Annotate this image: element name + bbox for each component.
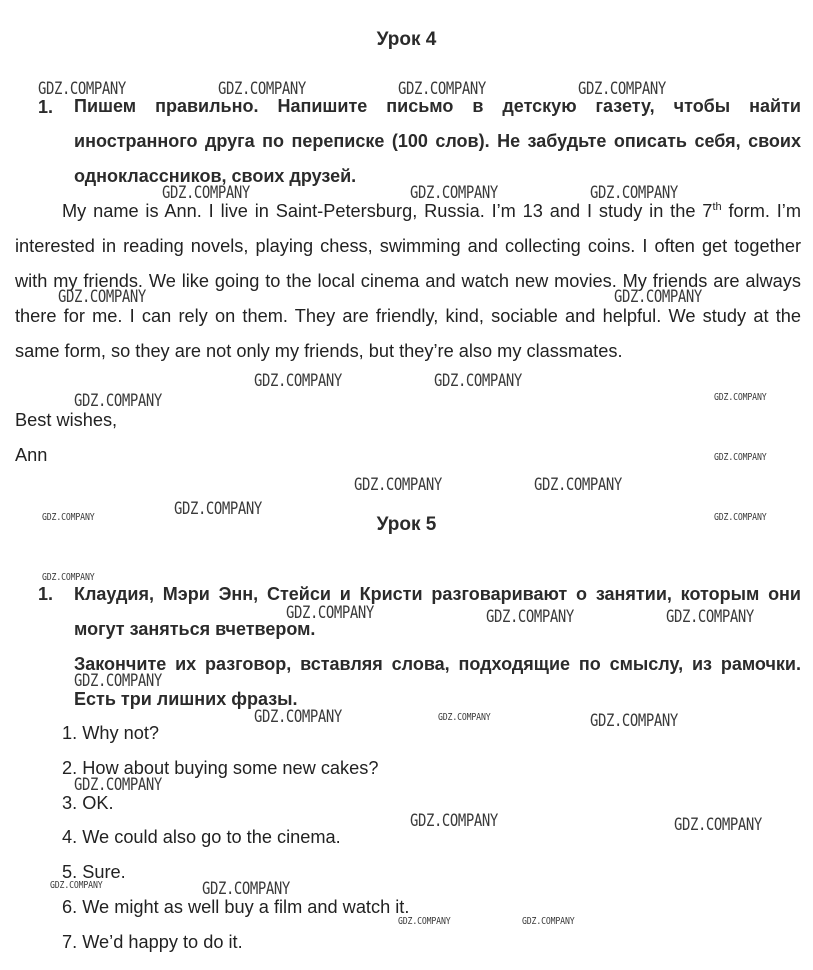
lesson-5-task-text: Клаудия, Мэри Энн, Стейси и Кристи разговаривают о занятии, которым они могут заняться вчетвером.	[74, 584, 801, 639]
lesson-4-title: Урок 4	[376, 29, 437, 50]
watermark: GDZ.COMPANY	[522, 916, 575, 927]
option-item: 2. How about buying some new cakes?	[62, 758, 379, 778]
letter-text-part2: form. I’m interested in reading novels, playing chess, swimming and collecting coins. I often get together with my friends. We like going to the local cinema and watch new movies. My friends are always there for me. I can rely on them. They are friendly, kind, sociable and helpful. We study at the same form, so they are not only my friends, but they’re also my classmates.	[15, 201, 801, 361]
lesson-5-title: Урок 5	[376, 514, 437, 535]
watermark: GDZ.COMPANY	[614, 287, 702, 307]
watermark: GDZ.COMPANY	[254, 707, 342, 727]
letter-closing: Best wishes,	[15, 410, 118, 430]
option-item: 5. Sure.	[62, 862, 126, 882]
lesson-4-task-text: Пишем правильно. Напишите письмо в детскую газету, чтобы найти иностранного друга по переписке (100 слов). Не забудьте описать себя, своих одноклассников, своих друзей.	[74, 96, 801, 186]
watermark: GDZ.COMPANY	[42, 572, 95, 583]
watermark: GDZ.COMPANY	[398, 916, 451, 927]
watermark: GDZ.COMPANY	[74, 391, 162, 411]
watermark: GDZ.COMPANY	[590, 711, 678, 731]
option-item: 6. We might as well buy a film and watch it.	[62, 897, 410, 917]
watermark: GDZ.COMPANY	[486, 607, 574, 627]
watermark: GDZ.COMPANY	[174, 499, 262, 519]
watermark: GDZ.COMPANY	[534, 475, 622, 495]
watermark: GDZ.COMPANY	[162, 183, 250, 203]
watermark: GDZ.COMPANY	[218, 79, 306, 99]
watermark: GDZ.COMPANY	[74, 671, 162, 691]
lesson-5-instruction: Закончите их разговор, вставляя слова, подходящие по смыслу, из рамочки. Есть три лишних фразы.	[74, 654, 801, 709]
watermark: GDZ.COMPANY	[50, 880, 103, 891]
watermark: GDZ.COMPANY	[578, 79, 666, 99]
option-item: 3. OK.	[62, 793, 114, 813]
watermark: GDZ.COMPANY	[286, 603, 374, 623]
watermark: GDZ.COMPANY	[398, 79, 486, 99]
watermark: GDZ.COMPANY	[410, 811, 498, 831]
watermark: GDZ.COMPANY	[254, 371, 342, 391]
watermark: GDZ.COMPANY	[434, 371, 522, 391]
watermark: GDZ.COMPANY	[42, 512, 95, 523]
letter-signature: Ann	[15, 445, 48, 465]
watermark: GDZ.COMPANY	[714, 392, 767, 403]
watermark: GDZ.COMPANY	[74, 775, 162, 795]
watermark: GDZ.COMPANY	[674, 815, 762, 835]
watermark: GDZ.COMPANY	[438, 712, 491, 723]
ordinal-suffix: th	[712, 200, 722, 213]
watermark: GDZ.COMPANY	[410, 183, 498, 203]
option-item: 4. We could also go to the cinema.	[62, 827, 341, 847]
letter-body	[15, 194, 801, 369]
letter-text-part1: My name is Ann. I live in Saint-Petersburg, Russia. I’m 13 and I study in the 7	[62, 201, 713, 221]
watermark: GDZ.COMPANY	[714, 512, 767, 523]
watermark: GDZ.COMPANY	[38, 79, 126, 99]
lesson-5-task-number: 1.	[38, 584, 54, 604]
option-item: 1. Why not?	[62, 723, 160, 743]
watermark: GDZ.COMPANY	[590, 183, 678, 203]
watermark: GDZ.COMPANY	[202, 879, 290, 899]
watermark: GDZ.COMPANY	[58, 287, 146, 307]
watermark: GDZ.COMPANY	[354, 475, 442, 495]
watermark: GDZ.COMPANY	[714, 452, 767, 463]
option-item: 7. We’d happy to do it.	[62, 932, 243, 952]
watermark: GDZ.COMPANY	[666, 607, 754, 627]
lesson-4-task-number: 1.	[38, 97, 54, 117]
